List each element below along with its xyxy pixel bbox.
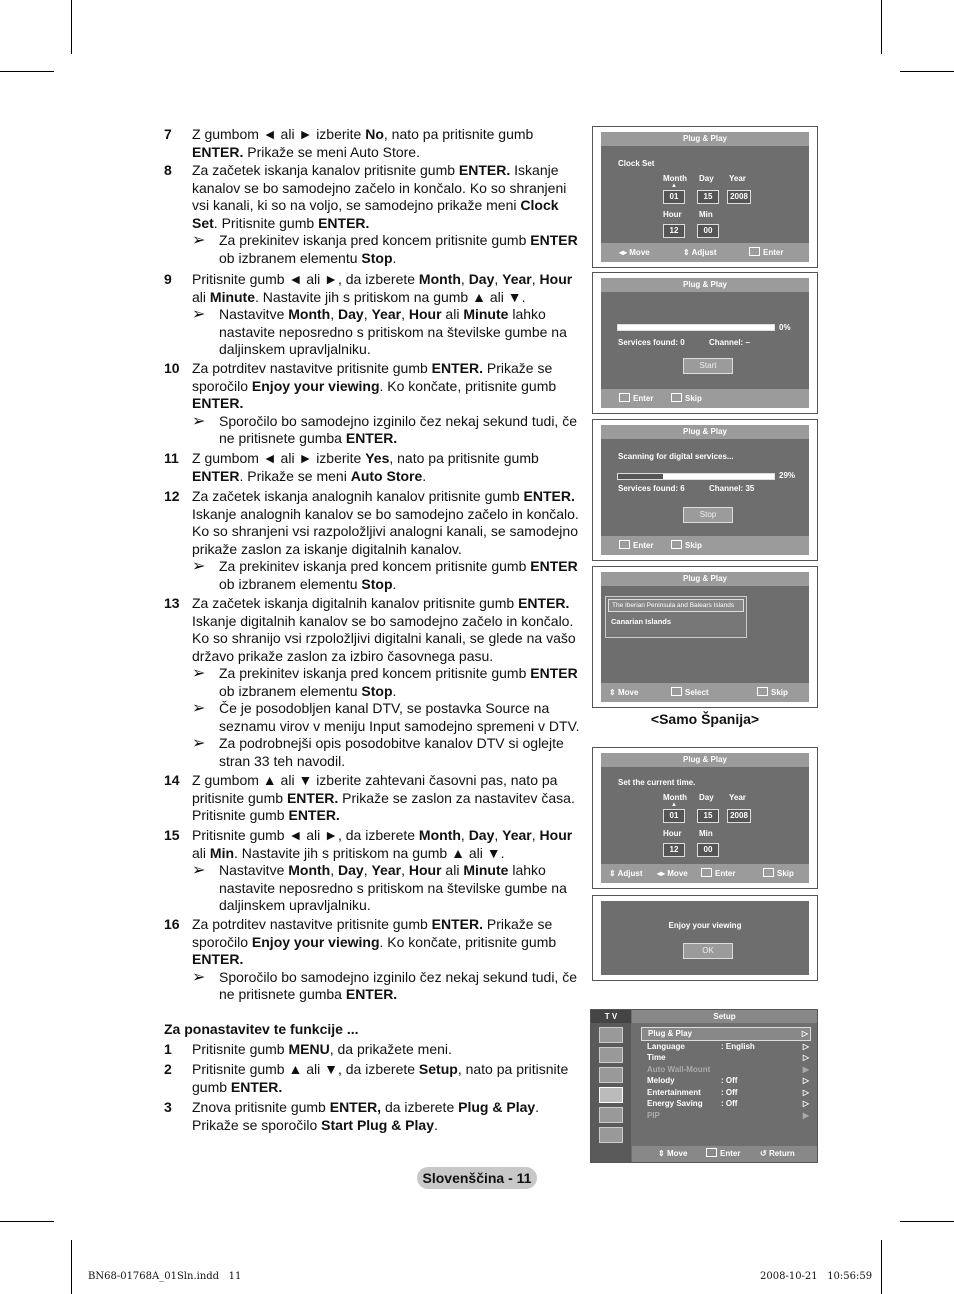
setup-item-list [641, 1027, 811, 1121]
setup-item-label: Auto Wall-Mount [647, 1064, 711, 1074]
enter-icon [701, 868, 712, 877]
application-icon[interactable] [599, 1127, 623, 1143]
digital-percent: 29% [779, 471, 796, 480]
start-button[interactable]: Start [683, 358, 733, 374]
crop-mark [881, 1240, 882, 1294]
time-zone-screen [592, 566, 818, 708]
step-note: ➢ Za prekinitev iskanja pred koncem pritisnite gumb ENTER ob izbranem elementu Stop. [192, 558, 578, 592]
skip-icon [757, 687, 768, 696]
return-hint: ↺ Return [760, 1149, 795, 1158]
digital-scan-screen [592, 419, 818, 561]
setup-item[interactable] [641, 1110, 811, 1122]
enter-hint: Enter [701, 864, 735, 883]
left-right-icon: ◂▸ [657, 869, 668, 878]
left-right-icon: ◂▸ [619, 248, 630, 257]
year-label: Year [729, 174, 746, 183]
step-number: 12 [164, 488, 180, 504]
enter-icon [619, 393, 630, 402]
enjoy-message: Enjoy your viewing [668, 921, 742, 930]
up-down-icon: ⇕ [683, 248, 692, 257]
setup-bottom-bar [632, 1146, 817, 1162]
enjoy-screen [592, 895, 818, 981]
screen-title: Plug & Play [601, 753, 809, 767]
step-number: 8 [164, 162, 172, 178]
step-11 [164, 450, 582, 485]
skip-hint: Skip [671, 536, 702, 555]
skip-hint: Skip [757, 683, 788, 702]
crop-mark [71, 1240, 72, 1294]
year-field[interactable]: 2008 [727, 190, 751, 204]
min-label: Min [699, 829, 713, 838]
step-16 [164, 916, 582, 1004]
hour-label: Hour [663, 829, 682, 838]
step-12 [164, 488, 582, 593]
channel-icon[interactable] [599, 1067, 623, 1083]
submenu-arrow-icon: ▶ [802, 1064, 809, 1074]
step-15 [164, 827, 582, 915]
step-note: ➢ Če je posodobljen kanal DTV, se postavka Source na seznamu virov v meniju Input samodejno spremeni v DTV. [192, 700, 580, 734]
submenu-arrow-icon: ▷ [802, 1087, 809, 1097]
sound-icon[interactable] [599, 1047, 623, 1063]
note-arrow-icon: ➢ [192, 968, 206, 986]
reset-heading: Za ponastavitev te funkcije ... [164, 1021, 359, 1037]
day-field[interactable]: 15 [697, 809, 719, 823]
reset-step-1 [164, 1041, 582, 1059]
analog-progress-bar [617, 324, 775, 331]
enter-icon [671, 687, 682, 696]
reset-step-2 [164, 1061, 582, 1096]
step-9 [164, 271, 582, 359]
adjust-hint: ⇕ Adjust [683, 248, 717, 257]
page-number-badge: Slovenščina - 11 [417, 1167, 537, 1189]
set-time-heading: Set the current time. [618, 778, 696, 787]
step-text: Z gumbom ◄ ali ► izberite Yes, nato pa pritisnite gumb ENTER. Prikaže se meni Auto Store. [192, 450, 539, 484]
enter-hint: Enter [619, 389, 653, 408]
step-note: ➢ Sporočilo bo samodejno izginilo čez nekaj sekund tudi, če ne pritisnete gumba ENTER. [192, 412, 577, 446]
step-text: Pritisnite gumb ◄ ali ►, da izberete Month, Day, Year, Hour ali Minute. Nastavite jih s pritiskom na gumb ▲ ali ▼. [192, 271, 573, 305]
day-label: Day [699, 793, 714, 802]
step-text: Pritisnite gumb MENU, da prikažete meni. [192, 1041, 452, 1057]
step-number: 3 [164, 1099, 172, 1115]
step-text: Z gumbom ◄ ali ► izberite No, nato pa pritisnite gumb ENTER. Prikaže se meni Auto Store. [192, 126, 534, 160]
analog-percent: 0% [779, 323, 791, 332]
setup-item[interactable] [641, 1087, 811, 1099]
setup-item[interactable] [641, 1052, 811, 1064]
step-number: 7 [164, 126, 172, 142]
step-text: Pritisnite gumb ◄ ali ►, da izberete Month, Day, Year, Hour ali Min. Nastavite jih s pritiskom na gumb ▲ ali ▼. [192, 827, 573, 861]
screen-title: Plug & Play [601, 278, 809, 292]
services-found: Services found: 6 [618, 484, 685, 493]
note-arrow-icon: ➢ [192, 665, 206, 682]
stop-button[interactable]: Stop [683, 507, 733, 523]
tz-option-iberian[interactable]: The Iberian Peninsula and Balears Islands [608, 599, 744, 612]
setup-item-label: Plug & Play [648, 1029, 693, 1038]
spain-caption: <Samo Španija> [650, 711, 760, 727]
skip-icon [671, 393, 682, 402]
step-note: ➢ Za prekinitev iskanja pred koncem pritisnite gumb ENTER ob izbranem elementu Stop. [192, 665, 578, 699]
input-icon[interactable] [599, 1107, 623, 1123]
screen-title: Plug & Play [601, 425, 809, 439]
screen-title: Plug & Play [601, 572, 809, 586]
move-hint: ⇕ Move [609, 688, 639, 697]
min-field[interactable]: 00 [697, 224, 719, 238]
channel-readout: Channel: – [709, 338, 750, 347]
scanning-text: Scanning for digital services... [618, 452, 734, 461]
setup-item-label: Melody [647, 1076, 675, 1085]
up-down-icon: ⇕ [609, 688, 618, 697]
set-time-screen [592, 747, 818, 889]
screen-title: Plug & Play [601, 132, 809, 146]
step-note: ➢ Nastavitve Month, Day, Year, Hour ali Minute lahko nastavite neposredno s pritiskom na številske gumbe na daljinskem upravljalniku. [192, 306, 567, 357]
up-down-icon: ⇕ [609, 869, 618, 878]
enter-icon [619, 540, 630, 549]
setup-gear-icon[interactable] [599, 1087, 623, 1103]
step-number: 10 [164, 360, 180, 376]
setup-item[interactable] [641, 1041, 811, 1053]
setup-item[interactable] [641, 1098, 811, 1110]
crop-mark [0, 71, 54, 72]
year-label: Year [729, 793, 746, 802]
month-field[interactable]: 01 [663, 809, 685, 823]
enter-hint: Enter [706, 1146, 740, 1162]
day-field[interactable]: 15 [697, 190, 719, 204]
setup-item-label: PIP [647, 1110, 660, 1120]
step-text: Za začetek iskanja analognih kanalov pritisnite gumb ENTER. Iskanje analognih kanalov se bo samodejno začelo in končalo. Ko so shranjeni vsi razpoložljivi analogni kanali, se samodejno prikaže zaslon za iskanje digitalnih kanalov. [192, 488, 579, 557]
step-number: 2 [164, 1061, 172, 1077]
step-number: 16 [164, 916, 180, 932]
setup-item-label: Language [647, 1041, 685, 1051]
skip-hint: Skip [763, 864, 794, 883]
reset-step-3 [164, 1099, 582, 1134]
print-date: 2008-10-21 10:56:59 [760, 1271, 873, 1282]
move-hint: ◂▸ Move [657, 869, 688, 878]
step-7 [164, 126, 582, 161]
submenu-arrow-icon: ▷ [802, 1099, 809, 1108]
step-note: ➢ Sporočilo bo samodejno izginilo čez nekaj sekund tudi, če ne pritisnete gumba ENTER. [192, 968, 577, 1002]
hour-field[interactable]: 12 [663, 224, 685, 238]
setup-title: Setup [632, 1010, 817, 1023]
skip-icon [763, 868, 774, 877]
move-hint: ◂▸ Move [619, 248, 650, 257]
note-arrow-icon: ➢ [192, 306, 206, 323]
up-down-icon: ⇕ [658, 1149, 667, 1158]
setup-item[interactable] [641, 1064, 811, 1076]
tz-option-canarian[interactable]: Canarian Islands [611, 617, 672, 626]
category-sidebar [591, 1023, 631, 1162]
adjust-hint: ⇕ Adjust [609, 869, 643, 878]
step-text: Za potrditev nastavitve pritisnite gumb ENTER. Prikaže se sporočilo Enjoy your viewing. Ko končate, pritisnite gumb ENTER. [192, 916, 557, 967]
min-field[interactable]: 00 [697, 843, 719, 857]
note-arrow-icon: ➢ [192, 232, 206, 249]
setup-item[interactable] [641, 1027, 811, 1041]
crop-mark [71, 0, 72, 54]
step-text: Za začetek iskanja kanalov pritisnite gumb ENTER. Iskanje kanalov se bo samodejno začelo in končalo. Ko so shranjeni vsi kanali, ki so na voljo, se samodejno prikaže meni Clock Set. Pritisnite gumb ENTER. [192, 162, 567, 231]
step-text: Pritisnite gumb ▲ ali ▼, da izberete Setup, nato pa pritisnite gumb ENTER. [192, 1061, 569, 1095]
month-label: Month [663, 174, 687, 183]
enter-icon [706, 1148, 717, 1157]
enter-hint: Enter [619, 536, 653, 555]
crop-mark [900, 1221, 954, 1222]
step-8 [164, 162, 582, 267]
setup-item-value: : English [721, 1041, 755, 1051]
skip-icon [671, 540, 682, 549]
step-number: 1 [164, 1041, 172, 1057]
step-text: Znova pritisnite gumb ENTER, da izberete Plug & Play. Prikaže se sporočilo Start Plug & Play. [192, 1099, 540, 1133]
move-hint: ⇕ Move [658, 1149, 688, 1158]
setup-item-value: : Off [721, 1087, 738, 1097]
digital-progress-bar [617, 473, 775, 480]
setup-item-label: Time [647, 1053, 666, 1062]
setup-item-value: : Off [721, 1076, 738, 1085]
channel-readout: Channel: 35 [709, 484, 755, 493]
step-note: ➢ Za podrobnejši opis posodobitve kanalov DTV si oglejte stran 33 teh navodil. [192, 735, 564, 769]
step-note: ➢ Za prekinitev iskanja pred koncem pritisnite gumb ENTER ob izbranem elementu Stop. [192, 232, 578, 266]
ok-button[interactable]: OK [683, 943, 733, 959]
tv-label: T V [591, 1010, 631, 1023]
clock-heading: Clock Set [618, 159, 655, 168]
clock-set-screen [592, 126, 818, 268]
crop-mark [0, 1221, 54, 1222]
picture-icon[interactable] [599, 1027, 623, 1043]
day-label: Day [699, 174, 714, 183]
hour-field[interactable]: 12 [663, 843, 685, 857]
analog-scan-screen [592, 272, 818, 414]
file-info: BN68-01768A_01Sln.indd 11 [88, 1271, 242, 1282]
enter-icon [749, 247, 760, 256]
step-number: 15 [164, 827, 180, 843]
step-note: ➢ Nastavitve Month, Day, Year, Hour ali Minute lahko nastavite neposredno s pritiskom na številske gumbe na daljinskem upravljalniku. [192, 862, 567, 913]
enter-hint: Enter [749, 243, 783, 262]
step-number: 11 [164, 450, 179, 466]
note-arrow-icon: ➢ [192, 735, 206, 752]
submenu-arrow-icon: ▷ [802, 1041, 809, 1051]
submenu-arrow-icon: ▶ [802, 1110, 809, 1120]
skip-hint: Skip [671, 389, 702, 408]
month-label: Month [663, 793, 687, 802]
setup-item-label: Energy Saving [647, 1099, 703, 1108]
setup-item-value: : Off [721, 1099, 738, 1108]
crop-mark [881, 0, 882, 54]
setup-menu-screen [590, 1009, 818, 1163]
note-arrow-icon: ➢ [192, 700, 206, 717]
step-13 [164, 595, 582, 770]
setup-item[interactable] [641, 1075, 811, 1087]
time-zone-list [605, 596, 747, 638]
services-found: Services found: 0 [618, 338, 685, 347]
step-text: Za potrditev nastavitve pritisnite gumb ENTER. Prikaže se sporočilo Enjoy your viewing. Ko končate, pritisnite gumb ENTER. [192, 360, 557, 411]
note-arrow-icon: ➢ [192, 558, 206, 575]
step-text: Za začetek iskanja digitalnih kanalov pritisnite gumb ENTER. Iskanje digitalnih kanalov se bo samodejno začelo in končalo. Ko so shranijo vsi rzpoložljivi digitalni kanali, se glede na vašo državo prikaže zaslon za izbiro časovnega pasu. [192, 595, 576, 664]
setup-item-label: Entertainment [647, 1087, 701, 1097]
crop-mark [900, 71, 954, 72]
select-hint: Select [671, 683, 709, 702]
return-icon: ↺ [760, 1149, 769, 1158]
up-arrow-icon: ▲ [671, 183, 677, 189]
submenu-arrow-icon: ▷ [801, 1029, 808, 1038]
hour-label: Hour [663, 210, 682, 219]
step-10 [164, 360, 582, 448]
step-text: Z gumbom ▲ ali ▼ izberite zahtevani časovni pas, nato pa pritisnite gumb ENTER. Prikaže se zaslon za nastavitev časa. Pritisnite gumb ENTER. [192, 772, 575, 823]
step-14 [164, 772, 582, 825]
submenu-arrow-icon: ▷ [802, 1076, 809, 1085]
step-number: 13 [164, 595, 180, 611]
step-number: 9 [164, 271, 172, 287]
note-arrow-icon: ➢ [192, 412, 206, 430]
step-number: 14 [164, 772, 180, 788]
submenu-arrow-icon: ▷ [802, 1053, 809, 1062]
min-label: Min [699, 210, 713, 219]
note-arrow-icon: ➢ [192, 862, 206, 879]
up-arrow-icon: ▲ [671, 802, 677, 808]
year-field[interactable]: 2008 [727, 809, 751, 823]
month-field[interactable]: 01 [663, 190, 685, 204]
